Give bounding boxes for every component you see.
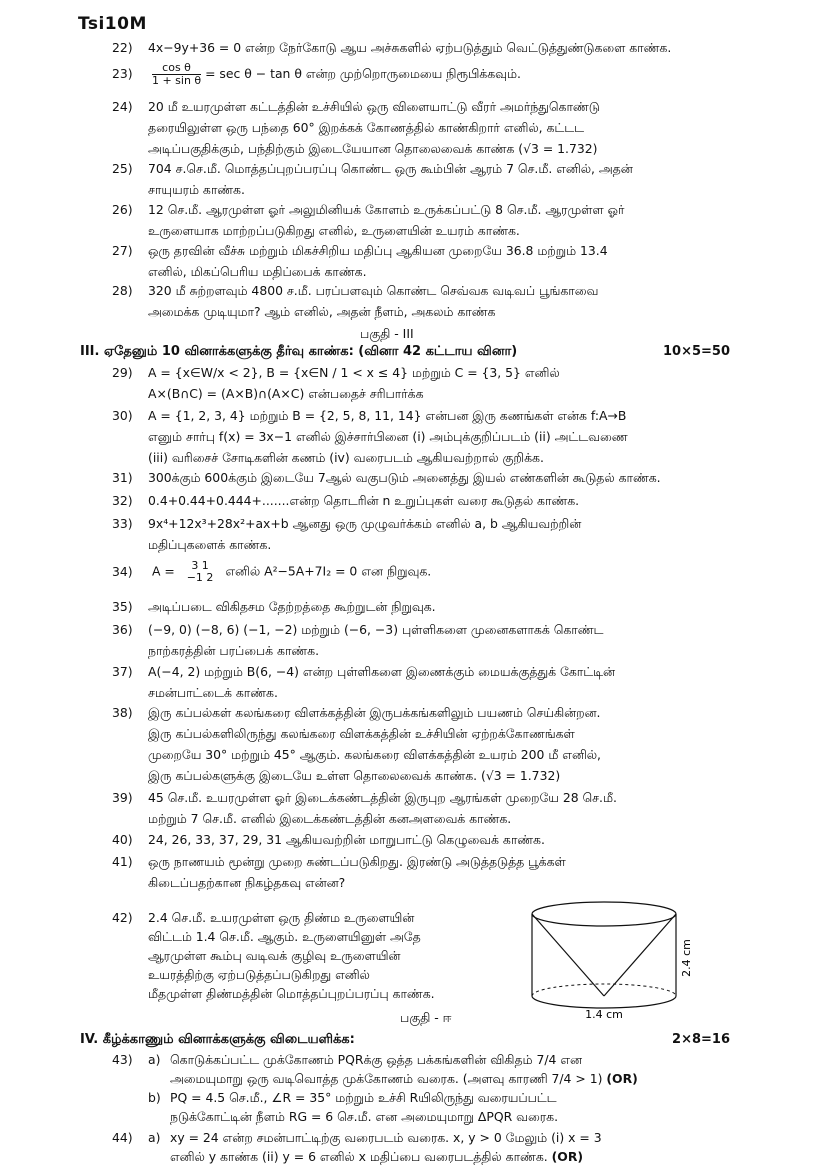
question-number: 39) [112,790,133,805]
question-text: 300க்கும் 600க்கும் இடையே 7ஆல் வகுபடும் அனைத்து இயல் எண்களின் கூடுதல் காண்க. [148,470,661,485]
question-text: (−9, 0) (−8, 6) (−1, −2) மற்றும் (−6, −3) புள்ளிகளை முனைகளாகக் கொண்ட [148,622,604,637]
question-text: 24, 26, 33, 37, 29, 31 ஆகியவற்றின் மாறுபாட்டு கெழுவைக் காண்க. [148,832,545,847]
question-number: 26) [112,202,133,217]
fraction-denominator: 1 + sin θ [151,74,202,87]
option-label: b) [148,1090,161,1105]
question-text: A = {x∈W/x < 2}, B = {x∈N / 1 < x ≤ 4} மற்றும் C = {3, 5} எனில் [148,365,560,380]
question-text: எனும் சார்பு f(x) = 3x−1 எனில் இச்சார்பினை (i) அம்புக்குறிப்படம் (ii) அட்டவணை [148,429,628,444]
question-34 [112,560,732,584]
question-text: சமன்பாட்டைக் காண்க. [148,685,278,700]
question-number: 29) [112,365,133,380]
question-text: உயரத்திற்கு ஏற்படுத்தப்படுகிறது எனில் [148,967,370,982]
question-number: 28) [112,283,133,298]
fraction [152,62,201,87]
question-number: 36) [112,622,133,637]
question-text: இரு கப்பல்களுக்கு இடையே உள்ள தொலைவைக் காண்க. (√3 = 1.732) [148,768,561,783]
question-text: 4x−9y+36 = 0 என்ற நேர்கோடு ஆய அச்சுகளில் ஏற்படுத்தும் வெட்டுத்துண்டுகளை காண்க. [148,40,672,55]
cylinder-cone-figure [522,900,712,1022]
question-23 [112,62,732,87]
question-27 [112,240,732,282]
question-text: ஆரமுள்ள கூம்பு வடிவக் குழிவு உருளையின் [148,948,401,963]
question-text: அடிப்பகுதிக்கும், பந்திற்கும் இடையேயான தொலைவைக் காண்க (√3 = 1.732) [148,141,598,156]
question-number: 33) [112,516,133,531]
question-text: 0.4+0.44+0.444+.......என்ற தொடரின் n உறுப்புகள் வரை கூடுதல் காண்க. [148,493,580,508]
question-number: 41) [112,854,133,869]
question-24 [112,96,732,159]
question-text: 45 செ.மீ. உயரமுள்ள ஓர் இடைக்கண்டத்தின் இருபுற ஆரங்கள் முறையே 28 செ.மீ. [148,790,617,805]
question-number: 22) [112,40,133,55]
matrix-row: −1 2 [186,571,214,584]
question-39 [112,787,732,829]
question-text: xy = 24 என்ற சமன்பாட்டிற்கு வரைபடம் வரைக. x, y > 0 மேலும் (i) x = 3 [170,1130,602,1145]
question-text: முறையே 30° மற்றும் 45° ஆகும். கலங்கரை விளக்கத்தின் உயரம் 200 மீ எனில், [148,747,601,762]
question-text: மீதமுள்ள திண்மத்தின் மொத்தப்புறப்பரப்பு காண்க. [148,986,435,1001]
question-33 [112,513,732,555]
fraction-numerator: cos θ [152,62,201,75]
question-text: சாயுயரம் காண்க. [148,182,245,197]
question-text: எனில், மிகப்பெரிய மதிப்பைக் காண்க. [148,264,367,279]
figure-width-label: 1.4 cm [585,1008,623,1021]
question-text: A = {1, 2, 3, 4} மற்றும் B = {2, 5, 8, 11, 14} என்பன இரு கணங்கள் என்க f:A→B [148,408,627,423]
question-44 [112,1128,732,1147]
question-text: கிடைப்பதற்கான நிகழ்தகவு என்ன? [148,875,346,890]
question-text: மற்றும் 7 செ.மீ. எனில் இடைக்கண்டத்தின் கனஅளவைக் காண்க. [148,811,512,826]
or-label: (OR) [551,1149,584,1164]
question-number: 40) [112,832,133,847]
question-text: 320 மீ சுற்றளவும் 4800 ச.மீ. பரப்பளவும் கொண்ட செவ்வக வடிவப் பூங்காவை [148,283,599,298]
question-text: விட்டம் 1.4 செ.மீ. ஆகும். உருளையினுள் அதே [148,929,421,944]
question-42 [112,908,532,1003]
question-text: எனில் A²−5A+7I₂ = 0 என நிறுவுக. [225,563,432,579]
question-number: 24) [112,99,133,114]
question-number: 34) [112,563,133,579]
question-number: 43) [112,1052,133,1067]
question-text: நடுக்கோட்டின் நீளம் RG = 6 செ.மீ. என அமையுமாறு ΔPQR வரைக. [170,1109,559,1124]
question-30 [112,405,732,468]
question-number: 42) [112,910,133,925]
question-number: 23) [112,66,133,81]
question-text: 20 மீ உயரமுள்ள கட்டத்தின் உச்சியில் ஒரு விளையாட்டு வீரர் அமர்ந்துகொண்டு [148,99,600,114]
section-instruction: ஏதேனும் 10 வினாக்களுக்கு தீர்வு காண்க: (வினா 42 கட்டாய வினா) [103,344,518,359]
question-text: 12 செ.மீ. ஆரமுள்ள ஓர் அலுமினியக் கோளம் உருக்கப்பட்டு 8 செ.மீ. ஆரமுள்ள ஓர் [148,202,625,217]
question-number: 32) [112,493,133,508]
matrix-row: 3 1 [191,559,209,572]
question-text: மதிப்புகளைக் காண்க. [148,537,272,552]
question-text: 704 ச.செ.மீ. மொத்தப்புறப்பரப்பு கொண்ட ஒரு கூம்பின் ஆரம் 7 செ.மீ. எனில், அதன் [148,161,633,176]
section-roman: III. [80,344,100,359]
question-text: அடிப்படை விகிதசம தேற்றத்தை கூற்றுடன் நிறுவுக. [148,599,436,614]
section-3-header [80,344,730,360]
cylinder-bottom-back [532,984,676,996]
question-text: 2.4 செ.மீ. உயரமுள்ள ஒரு திண்ம உருளையின் [148,910,415,925]
part-3-title: பகுதி - III [360,326,414,341]
paper-code: Tsi10M [78,14,147,34]
question-32 [112,490,732,511]
question-number: 25) [112,161,133,176]
question-text: A×(B∩C) = (A×B)∩(A×C) என்பதைச் சரிபார்க்க [148,386,424,401]
question-26 [112,199,732,241]
section-instruction: கீழ்க்காணும் வினாக்களுக்கு விடையளிக்க: [102,1032,355,1047]
question-44-cont [112,1147,732,1167]
cylinder-top-ellipse [532,902,676,926]
question-35 [112,596,732,617]
question-text: ஒரு தரவின் வீச்சு மற்றும் மிகச்சிறிய மதிப்பு ஆகியன முறையே 36.8 மற்றும் 13.4 [148,243,608,258]
question-31 [112,467,732,488]
question-37 [112,661,732,703]
figure-height-label: 2.4 cm [680,939,693,977]
question-number: 38) [112,705,133,720]
question-43 [112,1050,732,1126]
question-text: (iii) வரிசைச் சோடிகளின் கணம் (iv) வரைபடம் ஆகியவற்றால் குறிக்க. [148,450,544,465]
section-roman: IV. [80,1032,99,1047]
question-text: இரு கப்பல்களிலிருந்து கலங்கரை விளக்கத்தின் உச்சியின் ஏற்றக்கோணங்கள் [148,726,575,741]
question-25 [112,158,732,200]
matrix [187,560,214,584]
question-text: கொடுக்கப்பட்ட முக்கோணம் PQRக்கு ஒத்த பக்கங்களின் விகிதம் 7/4 என [170,1052,583,1067]
question-text: இரு கப்பல்கள் கலங்கரை விளக்கத்தின் இருபக்கங்களிலும் பயணம் செய்கின்றன. [148,705,601,720]
question-29 [112,362,732,404]
or-label: (OR) [606,1071,638,1086]
question-number: 30) [112,408,133,423]
question-36 [112,619,732,661]
question-number: 37) [112,664,133,679]
question-41 [112,851,732,893]
question-text: = sec θ − tan θ என்ற முற்றொருமையை நிரூபிக்கவும். [205,66,521,81]
cylinder-bottom-front [532,996,676,1008]
question-text: நாற்கரத்தின் பரப்பைக் காண்க. [148,643,320,658]
question-22 [112,37,732,58]
part-4-title: பகுதி - ஈ [400,1010,452,1025]
question-number: 44) [112,1130,133,1145]
question-28 [112,280,732,322]
question-text: உருளையாக மாற்றப்படுகிறது எனில், உருளையின் உயரம் காண்க. [148,223,520,238]
question-text: தரையிலுள்ள ஒரு பந்தை 60° இறக்கக் கோணத்தில் காண்கிறார் எனில், கட்டட [148,120,585,135]
section-marks: 2×8=16 [672,1032,730,1047]
section-marks: 10×5=50 [662,344,730,359]
option-label: a) [148,1130,161,1145]
option-label: a) [148,1052,161,1067]
question-text: அமையுமாறு ஒரு வடிவொத்த முக்கோணம் வரைக. (அளவு காரணி 7/4 > 1) [170,1071,603,1086]
question-text: அமைக்க முடியுமா? ஆம் எனில், அதன் நீளம், அகலம் காண்க [148,304,496,319]
section-4-header [80,1032,730,1048]
question-text: ஒரு நாணயம் மூன்று முறை சுண்டப்படுகிறது. இரண்டு அடுத்தடுத்த பூக்கள் [148,854,566,869]
question-number: 31) [112,470,133,485]
question-text: எனில் y காண்க (ii) y = 6 எனில் x மதிப்பை வரைபடத்தில் காண்க. [170,1149,548,1164]
matrix-label: A = [151,563,175,579]
question-number: 35) [112,599,133,614]
question-text: A(−4, 2) மற்றும் B(6, −4) என்ற புள்ளிகளை இணைக்கும் மையக்குத்துக் கோட்டின் [148,664,615,679]
question-40 [112,829,732,850]
question-text: PQ = 4.5 செ.மீ., ∠R = 35° மற்றும் உச்சி Rயிலிருந்து வரையப்பட்ட [170,1090,557,1105]
question-number: 27) [112,243,133,258]
question-38 [112,702,732,786]
question-text: 9x⁴+12x³+28x²+ax+b ஆனது ஒரு முழுவர்க்கம் எனில் a, b ஆகியவற்றின் [148,516,582,531]
